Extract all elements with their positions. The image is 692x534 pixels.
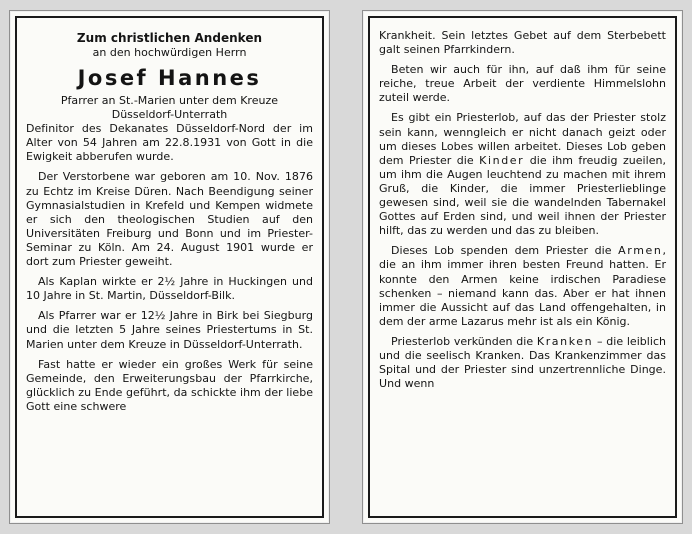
children-text-a: Es gibt ein Priesterlob, auf das der Priester stolz sein kann, wenngleich er nicht danach geizt oder um dieses Lobes willen arbeitet. Dieses Lob geben dem Priester die <box>379 111 666 167</box>
role-line-1: Pfarrer an St.-Marien unter dem Kreuze <box>60 94 279 107</box>
last-prayer-paragraph: Krankheit. Sein letztes Gebet auf dem Sterbebett galt seinen Pfarrkindern. <box>379 29 666 57</box>
children-emphasis: Kinder <box>479 153 525 167</box>
heading-remembrance: Zum christlichen Andenken <box>76 31 263 45</box>
pfarrer-paragraph: Als Pfarrer war er 12½ Jahre in Birk bei Siegburg und die letzten 5 Jahre seines Priestertums in St. Marien unter dem Kreuze in Düsseldorf-Unterrath. <box>26 309 313 351</box>
biography-paragraph: Der Verstorbene war geboren am 10. Nov. 1876 zu Echtz im Kreise Düren. Nach Beendigung seiner Gymnasialstudien in Krefeld und Kempen widmete er sich den theologischen Studien auf den Universitäten Freiburg und Bonn und im Priester-Seminar zu Köln. Am 24. August 1901 wurde er dort zum Priester geweiht. <box>26 170 313 269</box>
right-card <box>362 10 683 524</box>
sick-paragraph <box>379 335 666 391</box>
left-card-content <box>26 31 313 513</box>
heading-dedication: an den hochwürdigen Herrn <box>92 46 247 59</box>
illness-paragraph: Fast hatte er wieder ein großes Werk für seine Gemeinde, den Erweiterungsbau der Pfarrkirche, glücklich zu Ende geführt, da schickte ihm der liebe Gott eine schwere <box>26 357 313 413</box>
deceased-name: Josef Hannes <box>77 66 262 90</box>
poor-text-a: Dieses Lob spenden dem Priester die <box>391 244 619 258</box>
prayer-paragraph: Beten wir auch für ihn, auf daß ihm für seine reiche, treue Arbeit der verdiente Himmelslohn zuteil werde. <box>379 63 666 105</box>
poor-emphasis: Armen <box>618 244 663 258</box>
poor-paragraph <box>379 244 666 329</box>
sick-text-b: – die leiblich und die seelisch Kranken. Das Krankenzimmer das Spital und der Priester sind unzertrennliche Dinge. Und wenn <box>379 334 667 391</box>
children-text-b: die ihm freudig zueilen, um ihm die Augen leuchtend zu machen mit ihrem Gruß, die Kinder, die immer Priesterlieblinge gewesen sind, weil sie die wandelnden Tabernakel Gottes auf Erden sind, und weil ihnen der Priester hilft, das zu werden und das zu bleiben. <box>379 153 666 238</box>
poor-text-b: , die an ihm immer ihren besten Freund hatten. Er konnte den Armen keine irdischen Paradiese schenken – niemand kann das. Aber er hat ihnen immer die Aussicht auf das Land offengehalten, in dem der arme Lazarus mehr ist als ein König. <box>379 244 666 328</box>
right-card-content <box>379 29 666 513</box>
children-paragraph <box>379 111 666 238</box>
sick-emphasis: Kranken <box>536 334 594 348</box>
intro-paragraph: Definitor des Dekanates Düsseldorf-Nord der im Alter von 54 Jahren am 22.8.1931 von Gott in die Ewigkeit abberufen wurde. <box>26 122 313 164</box>
left-card <box>9 10 330 524</box>
sick-text-a: Priesterlob verkünden die <box>391 334 537 348</box>
role-line-2: Düsseldorf-Unterrath <box>111 108 228 122</box>
kaplan-paragraph: Als Kaplan wirkte er 2½ Jahre in Huckingen und 10 Jahre in St. Martin, Düsseldorf-Bilk. <box>26 275 313 303</box>
